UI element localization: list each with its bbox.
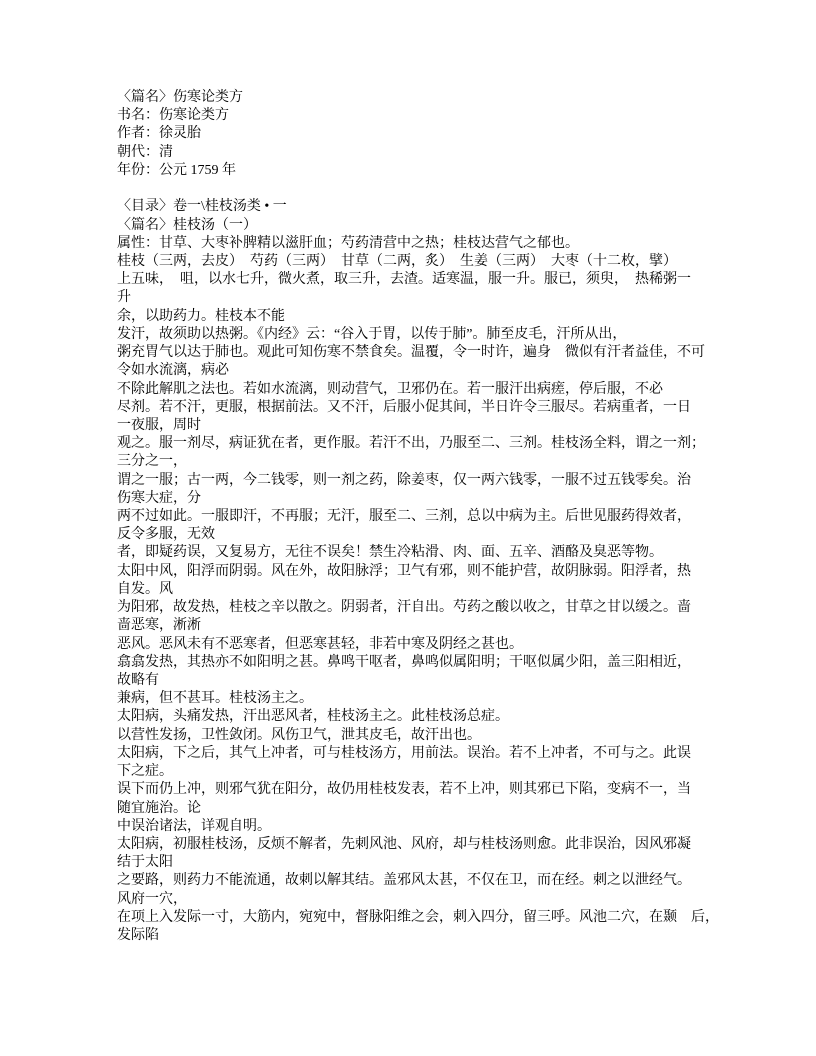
text-line: 观之。服一剂尽，病证犹在者，更作服。若汗不出，乃服至二、三剂。桂枝汤全料，谓之一剂； — [117, 436, 705, 452]
text-line: 在项上入发际一寸，大筋内，宛宛中，督脉阳维之会，刺入四分，留三呼。风池二穴，在颞 后， — [117, 909, 719, 925]
text-line: 发际陷 — [117, 928, 159, 944]
document-text — [117, 89, 757, 945]
text-line: 桂枝（三两，去皮） 芍药（三两） 甘草（二两，炙） 生姜（三两） 大枣（十二枚，擘） — [117, 253, 677, 269]
text-line: 风府一穴， — [117, 891, 187, 907]
text-line: 翕翕发热，其热亦不如阳明之甚。鼻鸣干呕者，鼻鸣似属阳明；干呕似属少阳，盖三阳相近， — [117, 654, 691, 670]
text-line: 下之症。 — [117, 764, 173, 780]
text-line: 故略有 — [117, 673, 159, 688]
text-line: 太阳中风，阳浮而阴弱。风在外，故阳脉浮；卫气有邪，则不能护营，故阴脉弱。阳浮者，热 — [117, 563, 691, 579]
text-line: 一夜服，周时 — [117, 417, 201, 433]
text-line: 随宜施治。论 — [117, 800, 201, 816]
text-line: 书名：伤寒论类方 — [117, 108, 229, 124]
text-line: 尽剂。若不汗，更服，根据前法。又不汗，后服小促其间，半日许令三服尽。若病重者，一日 — [117, 399, 691, 415]
text-line: 为阳邪，故发热，桂枝之辛以散之。阴弱者，汗自出。芍药之酸以收之，甘草之甘以缓之。啬 — [117, 600, 691, 616]
text-line: 恶风。恶风未有不恶寒者，但恶寒甚轻，非若中寒及阴经之甚也。 — [117, 636, 523, 652]
text-line: 误下而仍上冲，则邪气犹在阳分，故仍用桂枝发表，若不上冲，则其邪已下陷，变病不一，当 — [117, 782, 691, 798]
blank-line — [117, 180, 757, 198]
text-line: 〈篇名〉桂枝汤（一） — [117, 217, 257, 233]
text-line: 不除此解肌之法也。若如水流漓，则动营气，卫邪仍在。若一服汗出病瘥，停后服，不必 — [117, 381, 663, 397]
text-line: 中误治诸法，详观自明。 — [117, 818, 271, 834]
text-line: 属性：甘草、大枣补脾精以滋肝血；芍药清营中之热；桂枝达营气之郁也。 — [117, 235, 579, 251]
text-line: 兼病，但不甚耳。桂枝汤主之。 — [117, 691, 313, 707]
text-line: 伤寒大症，分 — [117, 490, 201, 506]
text-line: 作者：徐灵胎 — [117, 126, 201, 142]
text-line: 结于太阳 — [117, 855, 173, 871]
text-line: 谓之一服；古一两，今二钱零，则一剂之药，除姜枣，仅一两六钱零，一服不过五钱零矣。治 — [117, 472, 691, 488]
text-line: 以营性发扬，卫性敛闭。风伤卫气，泄其皮毛，故汗出也。 — [117, 727, 481, 743]
text-line: 三分之一， — [117, 454, 187, 470]
text-line: 自发。风 — [117, 581, 173, 597]
text-line: 上五味， 咀，以水七升，微火煮，取三升，去渣。适寒温，服一升。服已，须臾， 热稀粥一 — [117, 272, 691, 288]
text-line: 之要路，则药力不能流通，故刺以解其结。盖邪风太甚，不仅在卫，而在经。刺之以泄经气。 — [117, 873, 691, 889]
text-line: 太阳病，下之后，其气上冲者，可与桂枝汤方，用前法。误治。若不上冲者，不可与之。此误 — [117, 745, 691, 761]
text-line: 两不过如此。一服即汗，不再服；无汗，服至二、三剂，总以中病为主。后世见服药得效者， — [117, 509, 691, 525]
text-line: 太阳病，头痛发热，汗出恶风者，桂枝汤主之。此桂枝汤总症。 — [117, 709, 509, 725]
text-line: 反令多服，无效 — [117, 527, 215, 543]
text-line: 令如水流漓，病必 — [117, 363, 229, 379]
text-line: 朝代：清 — [117, 144, 173, 160]
text-line: 〈目录〉卷一\桂枝汤类 • 一 — [117, 199, 287, 215]
text-line: 啬恶寒，淅淅 — [117, 618, 201, 634]
text-line: 发汗，故须助以热粥。《内经》云：“谷入于胃，以传于肺”。肺至皮毛，汗所从出， — [117, 326, 627, 342]
text-line: 〈篇名〉伤寒论类方 — [117, 90, 243, 105]
text-line: 太阳病，初服桂枝汤，反烦不解者，先刺风池、风府，却与桂枝汤则愈。此非误治，因风邪凝 — [117, 836, 691, 852]
text-line: 者，即疑药误，又复易方，无往不误矣！禁生冷粘滑、肉、面、五辛、酒酪及臭恶等物。 — [117, 545, 663, 561]
text-line: 余，以助药力。桂枝本不能 — [117, 308, 285, 324]
text-line: 升 — [117, 290, 131, 306]
text-line: 粥充胃气以达于肺也。观此可知伤寒不禁食矣。温覆，令一时许，遍身 微似有汗者益佳，不可 — [117, 345, 705, 361]
text-line: 年份：公元 1759 年 — [117, 162, 236, 178]
